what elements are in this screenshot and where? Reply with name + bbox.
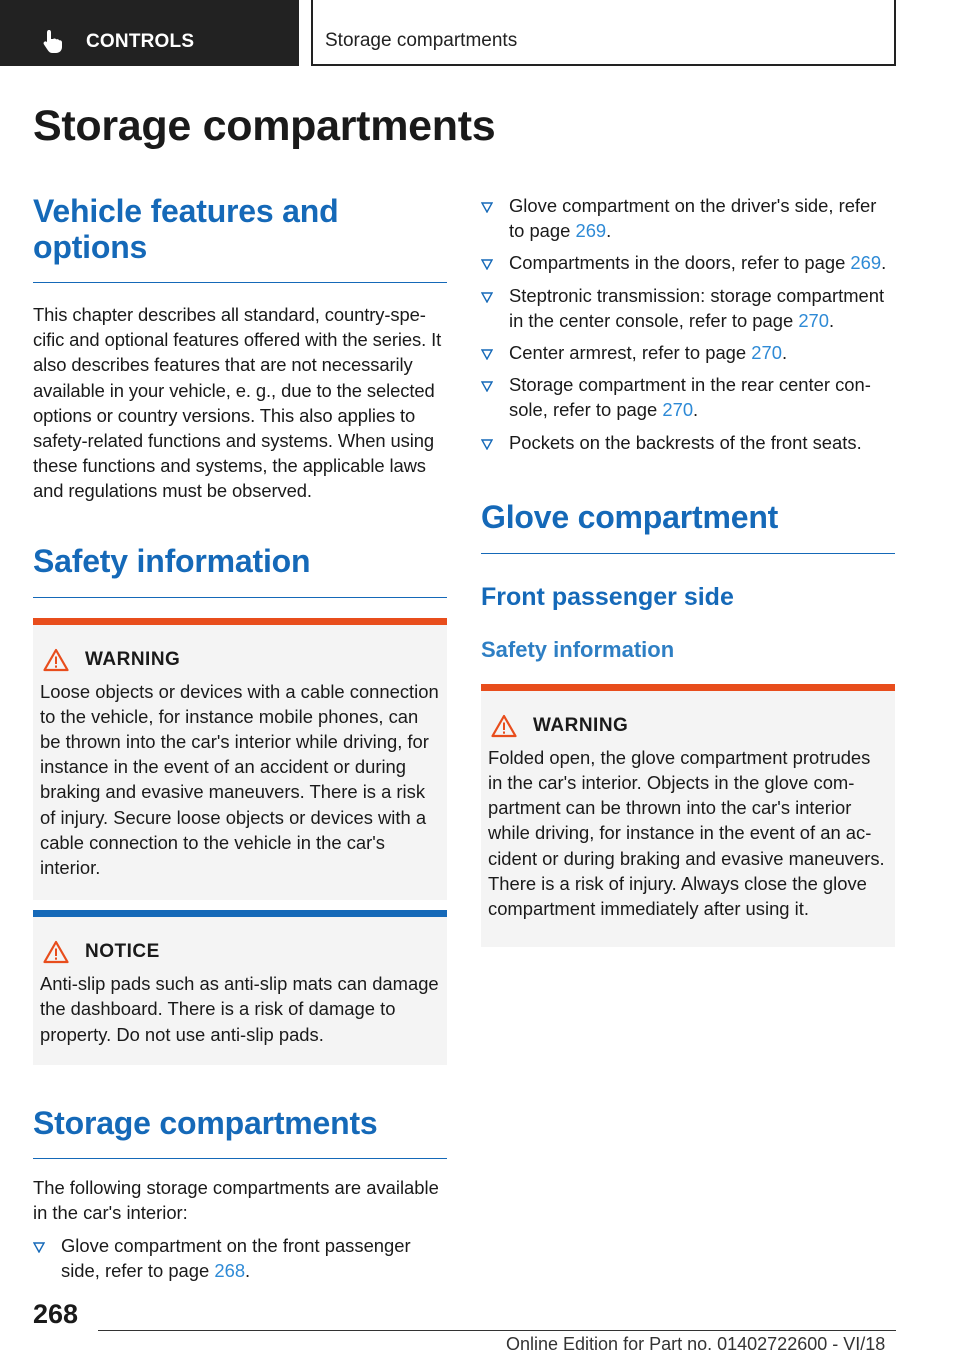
warning-text: Folded open, the glove compartment protrudes in the car's interior. Objects in the glove compartment can be thrown into the car's interior while driving, for instance in the event of an accident or during braking and evasive maneuvers. There is a risk of injury. Always close the glove compartment immediately after using it.	[488, 746, 885, 920]
list-item: Center armrest, refer to page 270.	[481, 340, 895, 365]
warning-triangle-icon	[43, 940, 69, 964]
heading-rule	[481, 553, 895, 554]
page-reference-link[interactable]: 270	[662, 399, 694, 421]
triangle-bullet-icon	[481, 380, 493, 392]
heading-safety-information: Safety information	[33, 542, 311, 579]
breadcrumb-label: Storage compartments	[325, 30, 518, 51]
warning-header	[43, 647, 440, 673]
list-item-text: Pockets on the backrests of the front seats.	[509, 431, 862, 453]
heading-rule	[33, 282, 447, 283]
list-item-text: Compartments in the doors, refer to page	[509, 252, 851, 274]
right-column	[481, 193, 895, 947]
breadcrumb	[311, 0, 896, 66]
list-item-text: Storage compartment in the rear center console, refer to page	[509, 374, 871, 421]
warning-header	[491, 713, 888, 739]
notice-title: NOTICE	[85, 941, 160, 963]
page-reference-link[interactable]: 269	[575, 220, 607, 242]
warning-triangle-icon	[43, 648, 69, 672]
list-item: Glove compartment on the driver's side, refer to page 269.	[481, 193, 895, 243]
page-reference-link[interactable]: 270	[798, 309, 830, 331]
triangle-bullet-icon	[481, 291, 493, 303]
heading-storage-compartments: Storage compartments	[33, 1104, 378, 1141]
notice-header	[43, 939, 440, 965]
warning-text: Loose objects or devices with a cable connection to the vehicle, for instance mobile phones, can be thrown into the car's interior while driving, for instance in the event of an accident or during braking and evasive maneuvers. There is a risk of injury. Secure loose objects or devices with a cable connection to the vehicle in the car's interior.	[40, 680, 439, 879]
page-reference-link[interactable]: 268	[214, 1260, 246, 1282]
left-column	[33, 193, 447, 1291]
heading-glove-compartment: Glove compartment	[481, 498, 779, 535]
list-item: Steptronic transmission: storage compartment in the center console, refer to page 270.	[481, 283, 895, 333]
warning-title: WARNING	[533, 714, 629, 736]
notice-text: Anti-slip pads such as anti-slip mats can damage the dashboard. There is a risk of damage to property. Do not use anti-slip pads.	[40, 973, 439, 1045]
list-item: Glove compartment on the front passenger side, refer to page 268.	[33, 1233, 447, 1283]
list-item: Storage compartment in the rear center console, refer to page 270.	[481, 372, 895, 422]
warning-triangle-icon	[491, 714, 517, 738]
hand-pointer-icon	[40, 28, 66, 54]
triangle-bullet-icon	[481, 258, 493, 270]
page-reference-link[interactable]: 269	[850, 252, 882, 274]
storage-list-left	[33, 1233, 447, 1283]
section-tab	[0, 0, 299, 66]
triangle-bullet-icon	[481, 438, 493, 450]
features-paragraph: This chapter describes all standard, country-specific and optional features offered with the series. It also describes features that are not necessarily available in your vehicle, e. g., due to the selected options or country versions. This also applies to safety-related functions and systems. When using these functions and systems, the applicable laws and regulations must be observed.	[33, 304, 442, 502]
page-number: 268	[33, 1299, 79, 1329]
page-reference-link[interactable]: 270	[751, 342, 782, 364]
list-item-text: Glove compartment on the driver's side, refer to page	[509, 195, 877, 242]
list-item: Compartments in the doors, refer to page 269.	[481, 250, 895, 275]
list-item	[481, 430, 895, 455]
notice-box	[33, 910, 447, 1065]
heading-rule	[33, 1158, 447, 1159]
list-item-text: Glove compartment on the front passenger side, refer to page	[61, 1235, 411, 1282]
edition-label: Online Edition for Part no. 01402722600 - VI/18	[506, 1334, 886, 1354]
footer-rule	[98, 1330, 896, 1331]
triangle-bullet-icon	[481, 348, 493, 360]
triangle-bullet-icon	[481, 201, 493, 213]
warning-title: WARNING	[85, 648, 181, 670]
page-title: Storage compartments	[33, 102, 496, 150]
list-item-text: Steptronic transmission: storage compartment in the center console, refer to page	[509, 284, 885, 331]
heading-vehicle-features: Vehicle features and options	[33, 193, 339, 265]
storage-list-right	[481, 193, 895, 455]
heading-front-passenger-side: Front passenger side	[481, 582, 734, 611]
storage-intro: The following storage compartments are available in the car's interior:	[33, 1176, 439, 1224]
list-item-text: Center armrest, refer to page	[509, 342, 752, 364]
glove-warning-box	[481, 684, 895, 947]
heading-safety-information-sub: Safety information	[481, 636, 675, 662]
section-label: CONTROLS	[86, 31, 195, 52]
heading-rule	[33, 597, 447, 598]
warning-box	[33, 618, 447, 901]
triangle-bullet-icon	[33, 1241, 45, 1253]
